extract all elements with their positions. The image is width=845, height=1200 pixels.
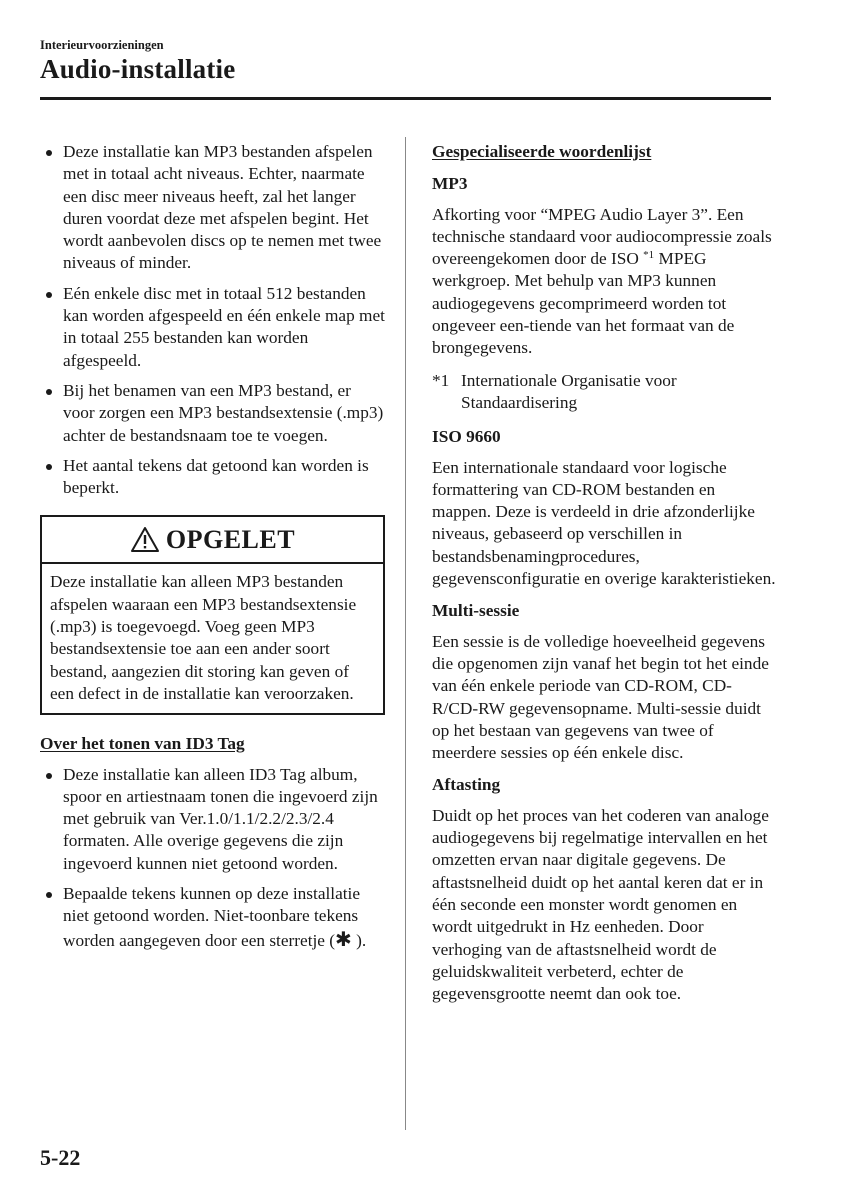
list-item: Het aantal tekens dat getoond kan worden is beperkt. [40,455,385,500]
list-item: Bij het benamen van een MP3 bestand, er voor zorgen een MP3 bestandsextensie (.mp3) achter de bestandsnaam toe te voegen. [40,380,385,447]
definition-mp3 [432,204,777,360]
term-mp3: MP3 [432,174,468,194]
footnote-ref: *1 [643,249,655,262]
list-item: Deze installatie kan alleen ID3 Tag album, spoor en artiestnaam tonen die ingevoerd zijn met gebruik van Ver.1.0/1.1/2.2/2.3/2.4 formaten. Alle overige gegevens die zijn ingevoerd kunnen niet getoond worden. [40,764,385,875]
bullet-list [40,141,385,499]
caution-box [40,515,385,715]
id3-heading: Over het tonen van ID3 Tag [40,734,245,754]
column-divider [405,137,406,1130]
footnote [432,370,777,415]
left-column [40,141,385,960]
warning-triangle-icon [130,526,160,553]
caution-title: OPGELET [165,524,296,554]
title-rule [40,97,771,100]
footnote-text: Internationale Organisatie voor Standaardisering [461,370,677,412]
asterisk-icon: ✱ [335,926,352,951]
glossary-heading: Gespecialiseerde woordenlijst [432,142,652,161]
list-item-text-end: ). [351,930,367,950]
definition-text: MPEG werkgroep. Met behulp van MP3 kunnen audiogegevens gecomprimeerd worden tot ongeveer een-tiende van het formaat van de brongegevens. [432,249,735,358]
definition-iso9660: Een internationale standaard voor logische formattering van CD-ROM bestanden en mappen. Deze is verdeeld in drie afzonderlijke niveaus, gebaseerd op verschillen in bestandsbenamingprocedures, gegevensconfiguratie en overige karakteristieken. [432,457,776,589]
list-item-text: Bepaalde tekens kunnen op deze installatie niet getoond worden. Niet-toonbare tekens worden aangegeven door een sterretje ( [63,884,361,950]
footnote-mark: *1 [432,370,450,390]
caution-text: Deze installatie kan alleen MP3 bestanden afspelen waaraan een MP3 bestandsextensie (.mp3) is toegevoegd. Voeg geen MP3 bestandsextensie toe aan een ander soort bestand, aangezien dit storing kan geven of een defect in de installatie kan veroorzaken. [50,572,357,703]
definition-sampling: Duidt op het proces van het coderen van analoge audiogegevens bij regelmatige intervallen en het omzetten ervan naar digitale gegevens. De aftastsnelheid duidt op het aantal keren dat er in één seconde een monster wordt genomen en wordt uitgedrukt in Hz eenheden. Door verhoging van de aftastsnelheid wordt de geluidskwaliteit verbeterd, echter de gegevensgrootte neemt dan ook toe. [432,805,769,1004]
list-item [40,883,385,952]
list-item: Eén enkele disc met in totaal 512 bestanden kan worden afgespeeld en één enkele map met in totaal 255 bestanden kan worden afgespeeld. [40,283,385,372]
definition-text: Afkorting voor “MPEG Audio Layer 3”. Een technische standaard voor audiocompressie zoals overeengekomen door de ISO [432,204,772,269]
page-title: Audio-installatie [40,54,236,84]
caution-header [42,517,383,564]
term-multi-session: Multi-sessie [432,601,520,621]
term-sampling: Aftasting [432,775,501,795]
page-number: 5-22 [40,1145,81,1170]
definition-multi-session: Een sessie is de volledige hoeveelheid gegevens die opgenomen zijn vanaf het begin tot het einde van één enkele periode van CD-ROM, CD-R/CD-RW gegevensopname. Multi-sessie duidt op het bestaan van gegevens van twee of meerdere sessies op één enkele disc. [432,631,769,763]
section-label: Interieurvoorzieningen [40,38,164,52]
right-column [432,141,777,1015]
list-item: Deze installatie kan MP3 bestanden afspelen met in totaal acht niveaus. Echter, naarmate een disc meer niveaus heeft, zal het langer duren voordat deze met afspelen begint. Het wordt aanbevolen discs op te nemen met twee niveaus of minder. [40,141,385,275]
term-iso9660: ISO 9660 [432,427,501,447]
id3-bullet-list [40,764,385,952]
